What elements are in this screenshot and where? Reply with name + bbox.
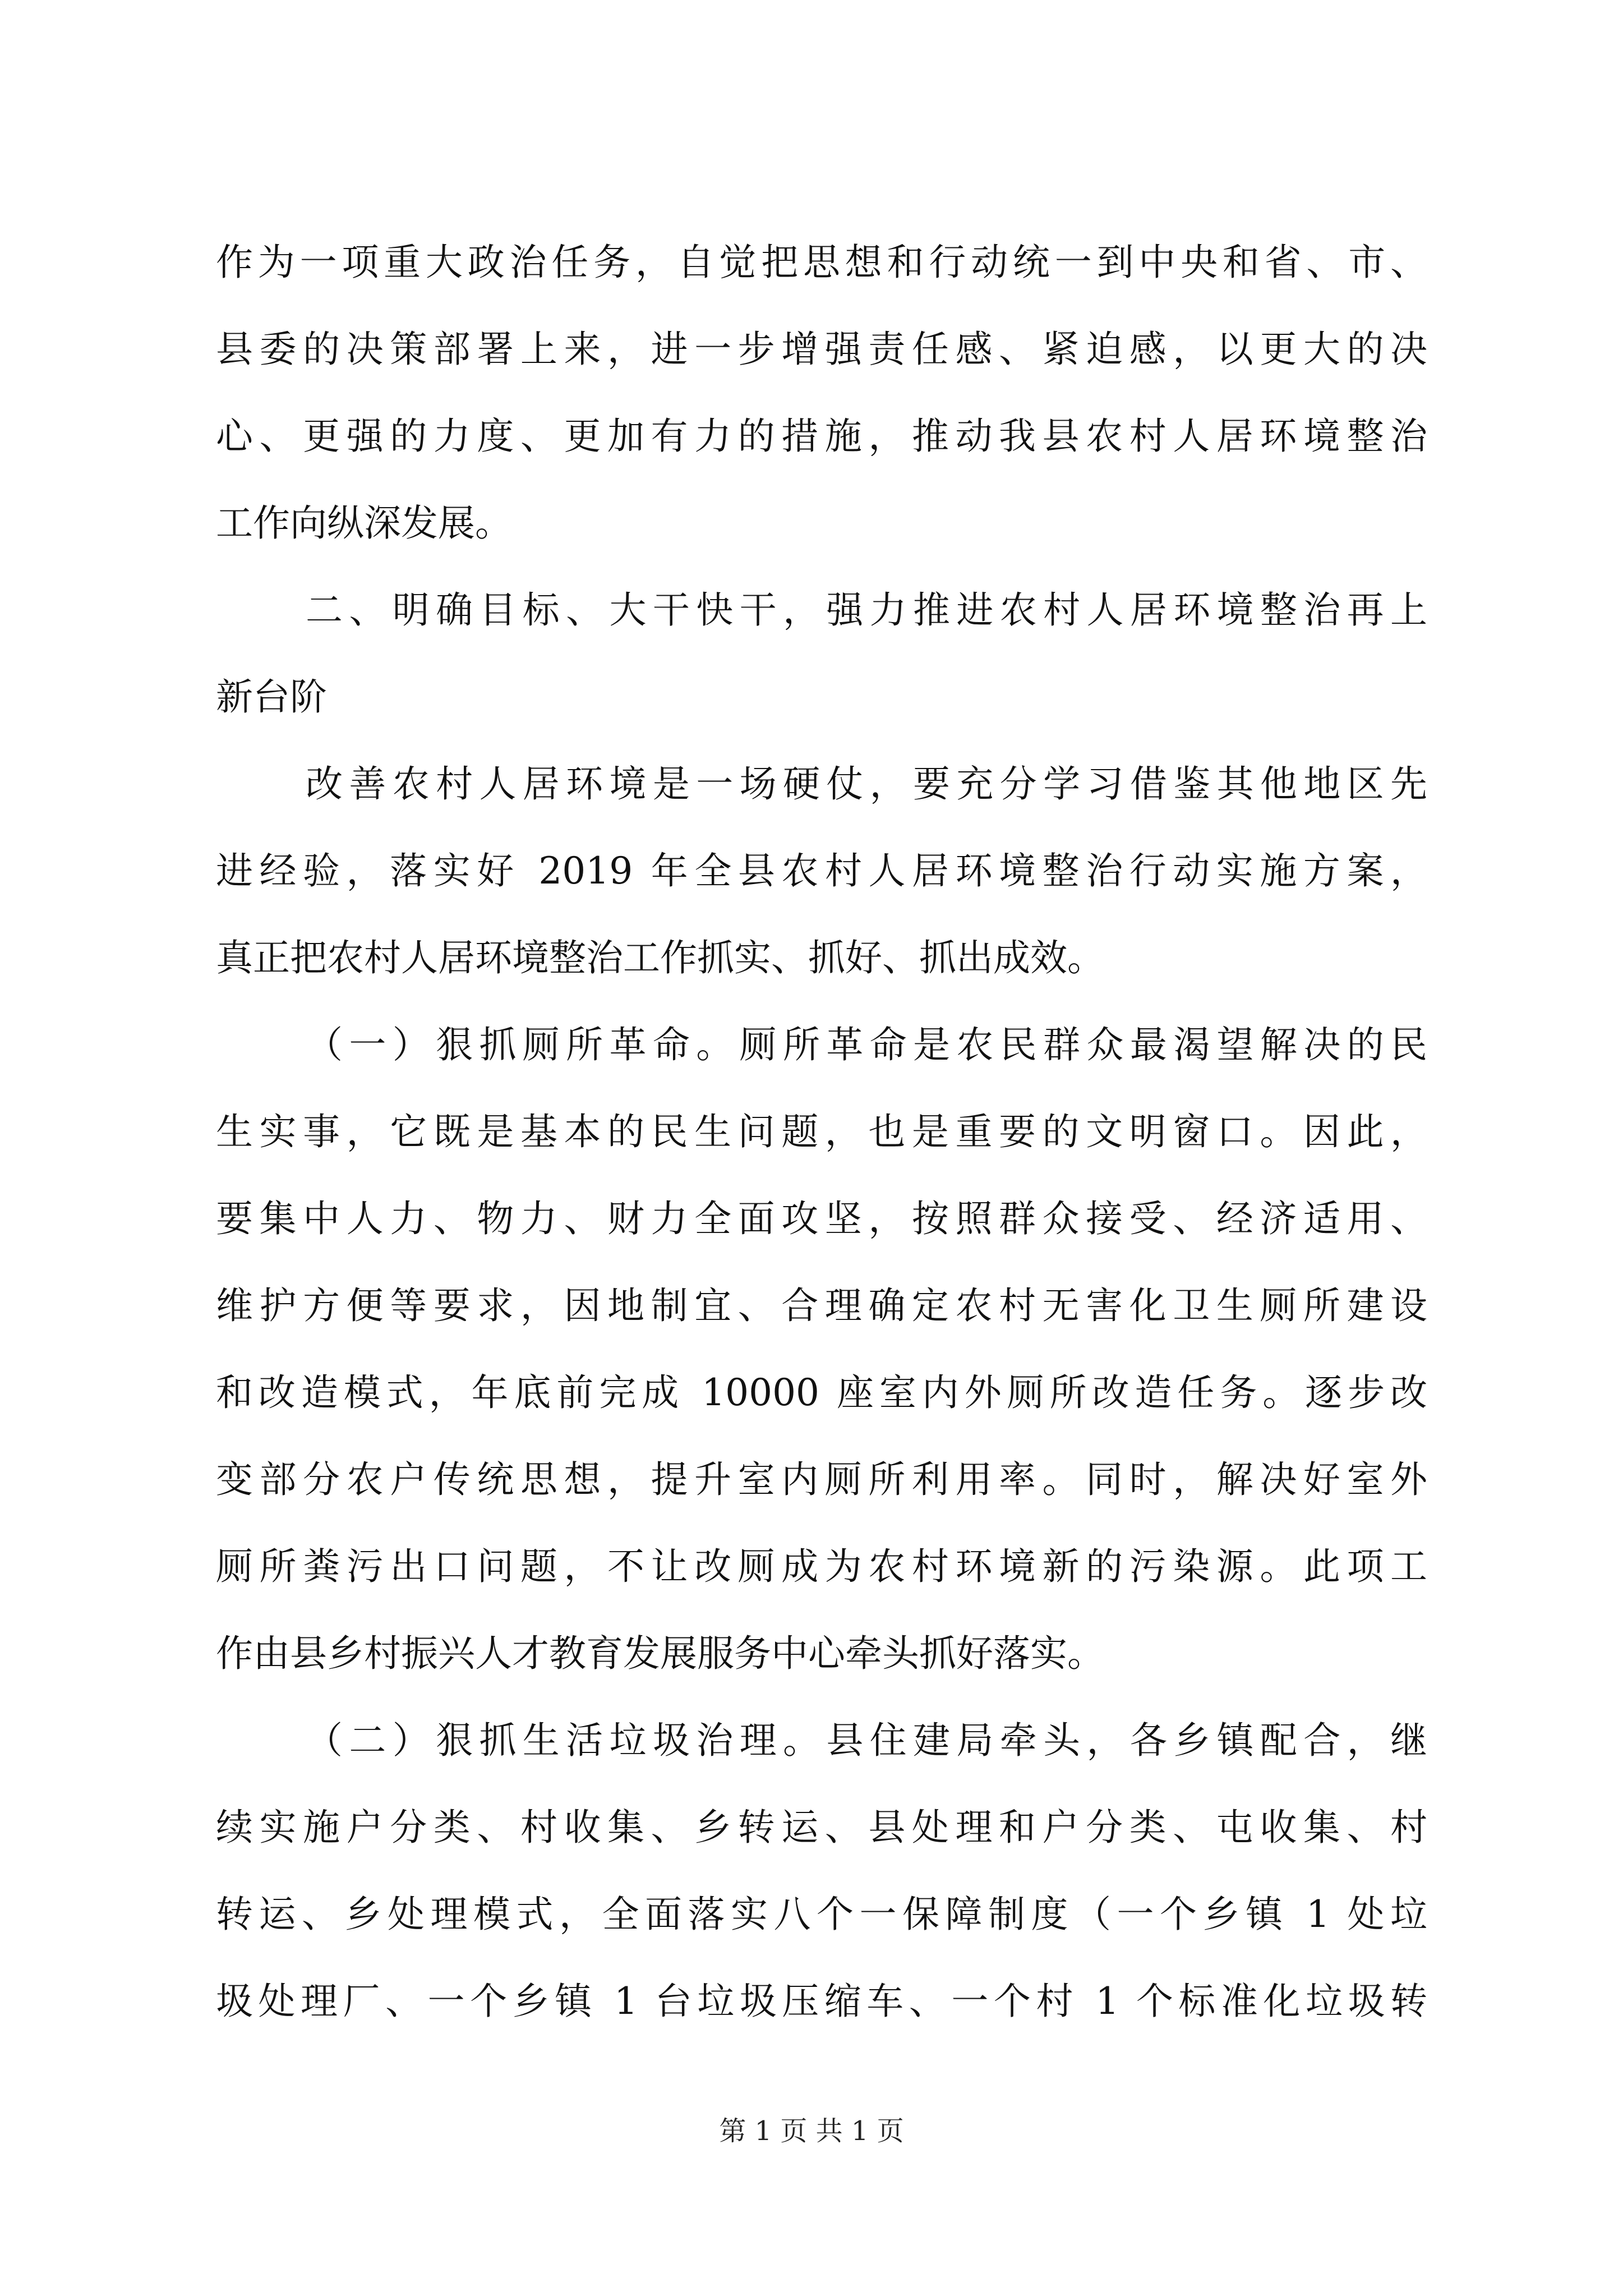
body-line: 进经验，落实好 2019 年全县农村人居环境整治行动实施方案， [216, 849, 1427, 892]
body-line: 县委的决策部署上来，进一步增强责任感、紧迫感，以更大的决 [216, 328, 1427, 371]
section-heading-line: 新台阶 [216, 675, 327, 719]
body-line: 续实施户分类、村收集、乡转运、县处理和户分类、屯收集、村 [216, 1806, 1427, 1849]
page-footer: 第 1 页 共 1 页 [719, 2115, 904, 2147]
body-line: 改善农村人居环境是一场硬仗，要充分学习借鉴其他地区先 [306, 762, 1427, 806]
subsection-line: （一）狠抓厕所革命。厕所革命是农民群众最渴望解决的民 [306, 1023, 1427, 1066]
subsection-line: （二）狠抓生活垃圾治理。县住建局牵头，各乡镇配合，继 [306, 1719, 1427, 1762]
body-line: 厕所粪污出口问题，不让改厕成为农村环境新的污染源。此项工 [216, 1545, 1427, 1588]
body-line: 作为一项重大政治任务，自觉把思想和行动统一到中央和省、市、 [216, 241, 1427, 284]
body-line: 作由县乡村振兴人才教育发展服务中心牵头抓好落实。 [216, 1632, 1104, 1675]
body-line: 真正把农村人居环境整治工作抓实、抓好、抓出成效。 [216, 936, 1104, 979]
body-line: 圾处理厂、一个乡镇 1 台垃圾压缩车、一个村 1 个标准化垃圾转 [216, 1980, 1427, 2023]
section-heading-line: 二、明确目标、大干快干，强力推进农村人居环境整治再上 [306, 588, 1427, 632]
body-line: 变部分农户传统思想，提升室内厕所利用率。同时，解决好室外 [216, 1458, 1427, 1501]
body-line: 心、更强的力度、更加有力的措施，推动我县农村人居环境整治 [216, 415, 1427, 458]
body-line: 转运、乡处理模式，全面落实八个一保障制度（一个乡镇 1 处垃 [216, 1893, 1427, 1936]
body-line: 要集中人力、物力、财力全面攻坚，按照群众接受、经济适用、 [216, 1197, 1427, 1240]
body-line: 维护方便等要求，因地制宜、合理确定农村无害化卫生厕所建设 [216, 1284, 1427, 1327]
body-line: 生实事，它既是基本的民生问题，也是重要的文明窗口。因此， [216, 1110, 1427, 1153]
document-body [216, 219, 1427, 2045]
body-line: 工作向纵深发展。 [216, 501, 512, 545]
body-line: 和改造模式，年底前完成 10000 座室内外厕所改造任务。逐步改 [216, 1371, 1427, 1414]
